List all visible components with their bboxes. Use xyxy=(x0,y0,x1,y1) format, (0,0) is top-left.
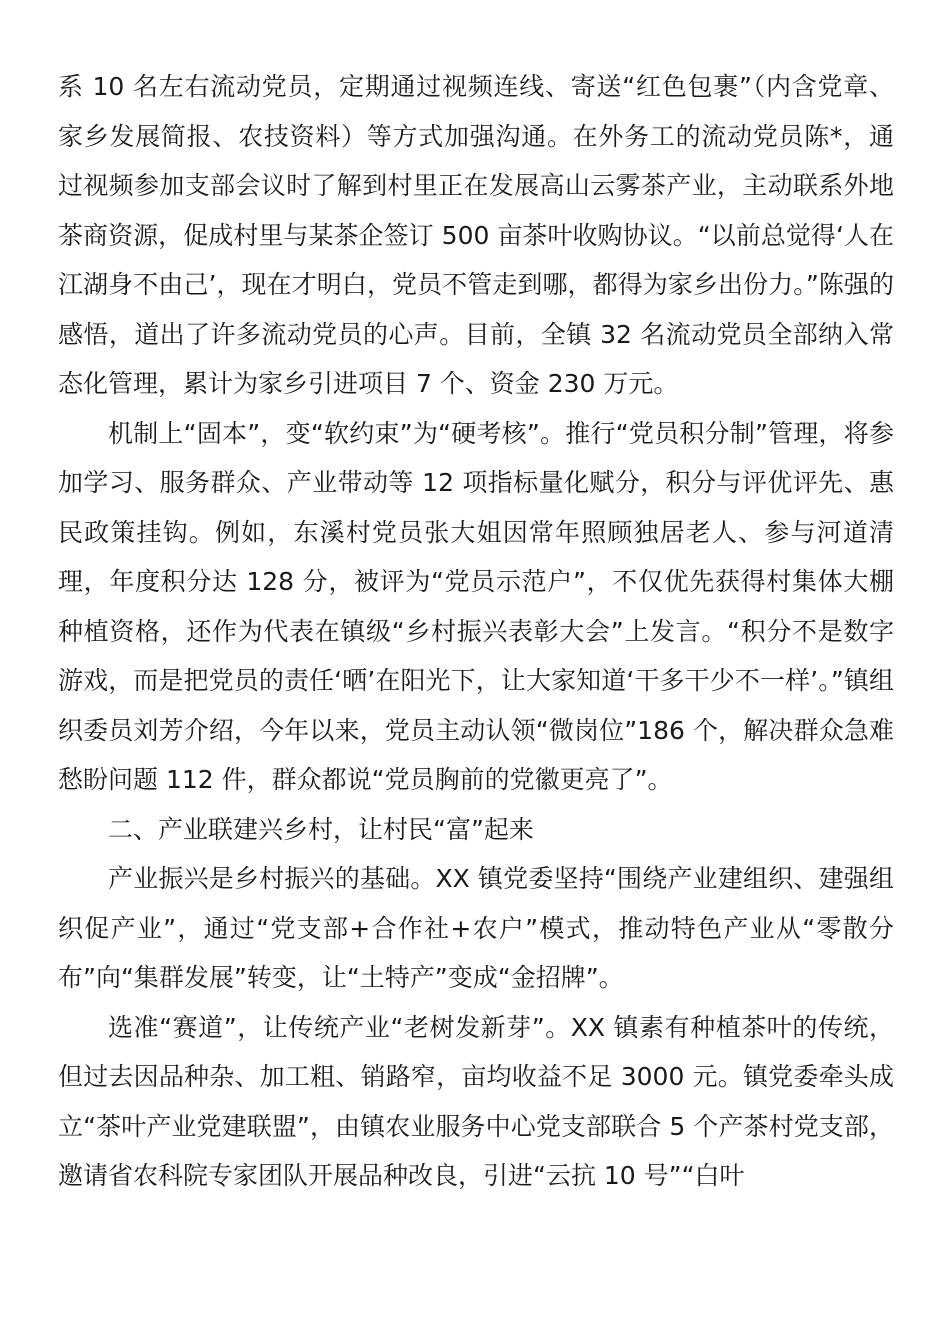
document-page xyxy=(58,62,894,1201)
paragraph-tea-industry: 选准“赛道”，让传统产业“老树发新芽”。XX 镇素有种植茶叶的传统，但过去因品种杂、加工粗、销路窄，亩均收益不足 3000 元。镇党委牵头成立“茶叶产业党建联盟”，由镇农业服务中心党支部联合 5 个产茶村党支部，邀请省农科院专家团队开展品种改良，引进“云抗 10 号”“白叶 xyxy=(58,1012,894,1190)
section-heading-industry: 二、产业联建兴乡村，让村民“富”起来 xyxy=(108,814,534,844)
paragraph-industry-intro: 产业振兴是乡村振兴的基础。XX 镇党委坚持“围绕产业建组织、建强组织促产业”，通过“党支部+合作社+农户”模式，推动特色产业从“零散分布”向“集群发展”转变，让“土特产”变成“金招牌”。 xyxy=(58,864,894,992)
paragraph-mobile-party-members: 系 10 名左右流动党员，定期通过视频连线、寄送“红色包裹”（内含党章、家乡发展简报、农技资料）等方式加强沟通。在外务工的流动党员陈*，通过视频参加支部会议时了解到村里正在发展高山云雾茶产业，主动联系外地茶商资源，促成村里与某茶企签订 500 亩茶叶收购协议。“以前总觉得‘人在江湖身不由己’，现在才明白，党员不管走到哪，都得为家乡出份力。”陈强的感悟，道出了许多流动党员的心声。目前，全镇 32 名流动党员全部纳入常态化管理，累计为家乡引进项目 7 个、资金 230 万元。 xyxy=(58,72,894,398)
paragraph-points-system: 机制上“固本”，变“软约束”为“硬考核”。推行“党员积分制”管理，将参加学习、服务群众、产业带动等 12 项指标量化赋分，积分与评优评先、惠民政策挂钩。例如，东溪村党员张大姐因常年照顾独居老人、参与河道清理，年度积分达 128 分，被评为“党员示范户”，不仅优先获得村集体大棚种植资格，还作为代表在镇级“乡村振兴表彰大会”上发言。“积分不是数字游戏，而是把党员的责任‘晒’在阳光下，让大家知道‘干多干少不一样’。”镇组织委员刘芳介绍，今年以来，党员主动认领“微岗位”186 个，解决群众急难愁盼问题 112 件，群众都说“党员胸前的党徽更亮了”。 xyxy=(58,418,894,794)
